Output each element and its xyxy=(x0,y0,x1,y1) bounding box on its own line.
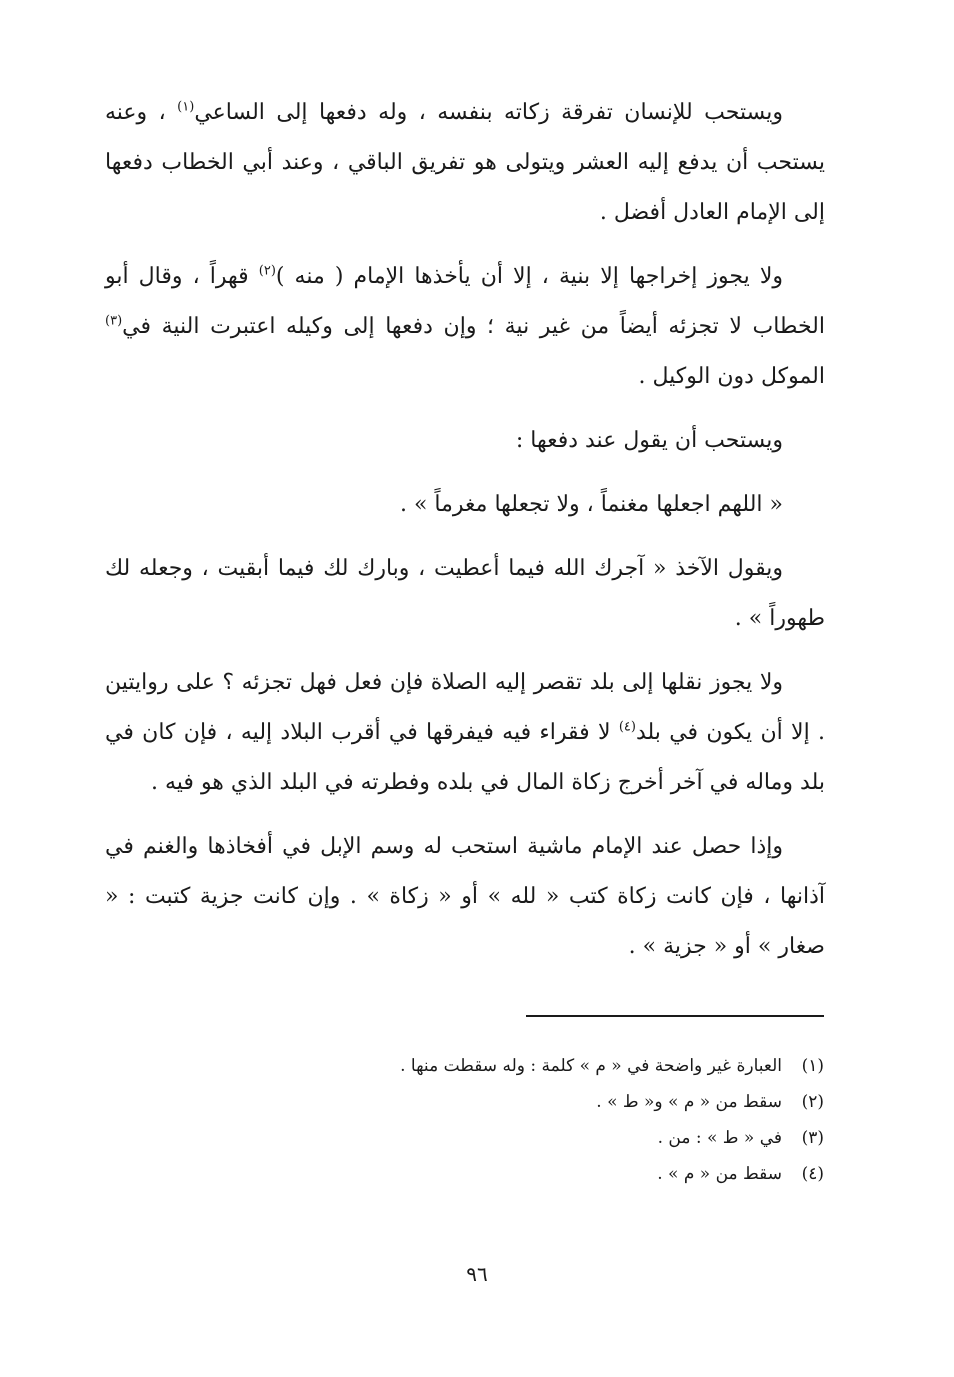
footnote-text: في « ط » : من . xyxy=(657,1128,782,1148)
footnote-item xyxy=(224,1048,824,1084)
paragraph-text: لا فقراء فيه فيفرقها في أقرب البلاد إليه ، فإن كان في بلد وماله في آخر أخرج زكاة المال في بلده وفطرته في البلد الذي هو فيه . xyxy=(105,720,825,795)
footnote-ref: (٢) xyxy=(258,263,276,279)
footnote-text: العبارة غير واضحة في « م » كلمة : وله سقطت منها . xyxy=(400,1056,782,1076)
paragraph-5 xyxy=(105,544,825,644)
footnote-item xyxy=(224,1156,824,1192)
paragraph-text: وإذا حصل عند الإمام ماشية استحب له وسم الإبل في أفخاذها والغنم في آذانها ، فإن كانت زكاة كتب « لله » أو « زكاة » . وإن كانت جزية كتبت : « صغار » أو « جزية » . xyxy=(105,834,825,959)
paragraph-2 xyxy=(105,252,825,402)
paragraph-text: ولا يجوز نقلها إلى بلد تقصر إليه الصلاة فإن فعل فهل تجزئه ؟ على روايتين . إلا أن يكون في بلد xyxy=(105,670,825,745)
paragraph-text: ويقول الآخذ « آجرك الله فيما أعطيت ، وبارك لك فيما أبقيت ، وجعله لك طهوراً » . xyxy=(105,556,825,631)
paragraph-4-dua xyxy=(105,480,825,530)
page-number: ٩٦ xyxy=(466,1262,488,1286)
paragraph-text: ويستحب أن يقول عند دفعها : xyxy=(515,428,783,453)
footnote-text: سقط من « م » و« ط » . xyxy=(596,1092,782,1112)
paragraph-1 xyxy=(105,88,825,238)
paragraph-text: ، وعنه يستحب أن يدفع إليه العشر ويتولى هو تفريق الباقي ، وعند أبي الخطاب دفعها إلى الإمام العادل أفضل . xyxy=(105,100,825,225)
paragraph-text: « اللهم اجعلها مغنماً ، ولا تجعلها مغرماً » . xyxy=(399,492,783,517)
footnotes xyxy=(224,1048,824,1192)
footnote-number: (٣) xyxy=(801,1128,824,1148)
footnote-item xyxy=(224,1120,824,1156)
footnote-text: سقط من « م » . xyxy=(657,1164,782,1184)
footnote-number: (٤) xyxy=(801,1164,824,1184)
paragraph-text: قهراً ، وقال أبو الخطاب لا تجزئه أيضاً من غير نية ؛ وإن دفعها إلى وكيله اعتبرت النية في xyxy=(105,264,825,339)
paragraph-6 xyxy=(105,658,825,808)
paragraph-7 xyxy=(105,822,825,972)
paragraph-text: ويستحب للإنسان تفرقة زكاته بنفسه ، وله دفعها إلى الساعي xyxy=(194,100,783,125)
paragraph-text: الموكل دون الوكيل . xyxy=(638,364,825,389)
main-text xyxy=(105,88,825,986)
footnote-item xyxy=(224,1084,824,1120)
footnote-separator xyxy=(526,1015,824,1017)
paragraph-3 xyxy=(105,416,825,466)
footnote-ref: (١) xyxy=(177,99,195,115)
footnote-number: (١) xyxy=(801,1056,824,1076)
footnote-number: (٢) xyxy=(801,1092,824,1112)
footnote-ref: (٣) xyxy=(105,313,123,329)
paragraph-text: ولا يجوز إخراجها إلا بنية ، إلا أن يأخذها الإمام ( منه ) xyxy=(275,264,783,289)
footnote-ref: (٤) xyxy=(618,719,636,735)
